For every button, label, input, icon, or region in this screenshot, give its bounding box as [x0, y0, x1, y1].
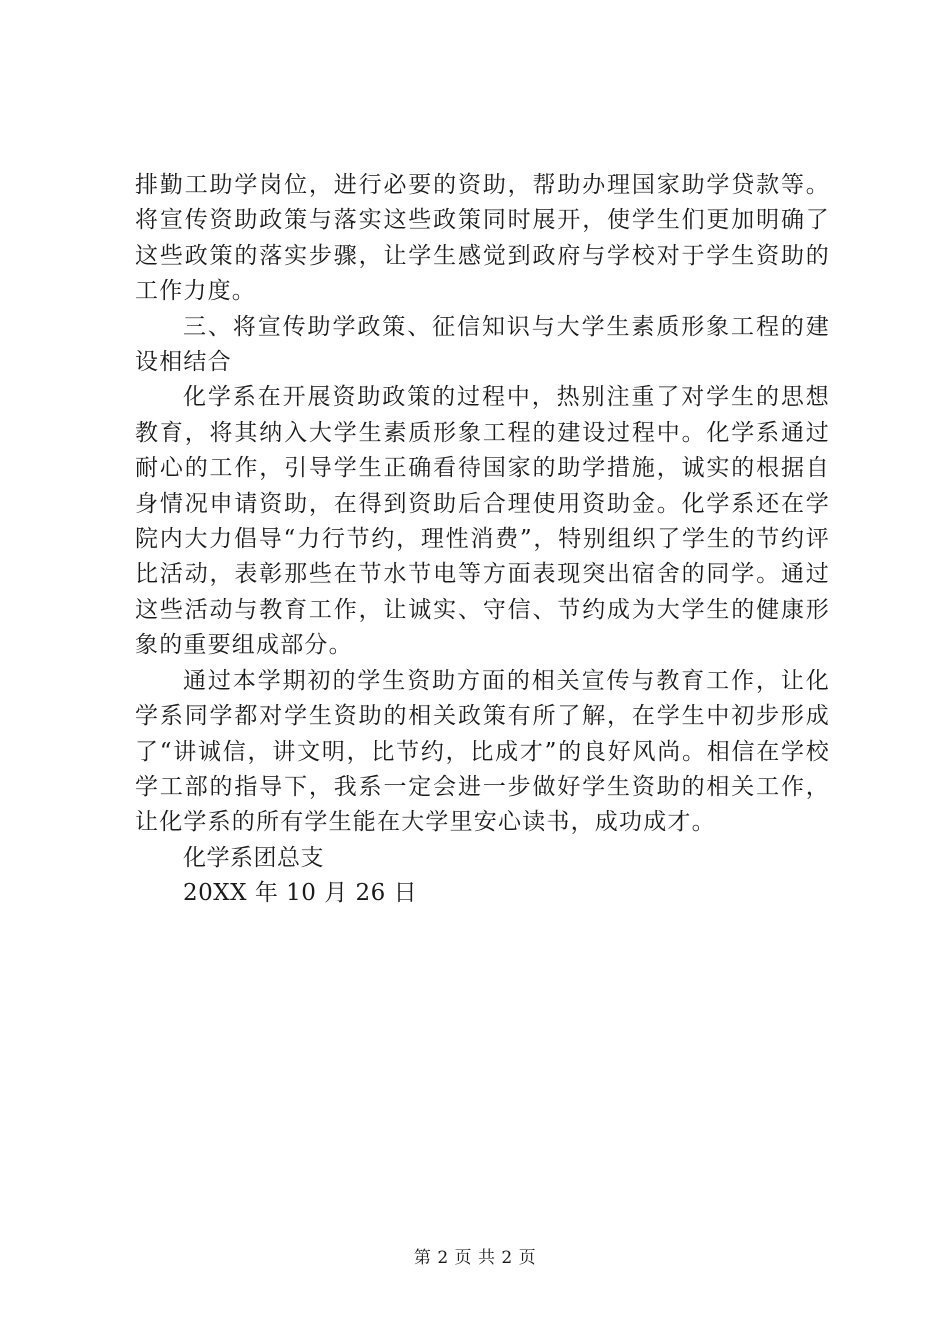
document-body: [135, 168, 830, 912]
date: 20XX 年 10 月 26 日: [183, 880, 418, 907]
paragraph-continuation: 排勤工助学岗位，进行必要的资助，帮助办理国家助学贷款等。将宣传资助政策与落实这些政策同时展开，使学生们更加明确了这些政策的落实步骤，让学生感觉到政府与学校对于学生资助的工作力度。: [135, 172, 830, 305]
paragraph: 化学系在开展资助政策的过程中，热别注重了对学生的思想教育，将其纳入大学生素质形象工程的建设过程中。化学系通过耐心的工作，引导学生正确看待国家的助学措施，诚实的根据自身情况申请资助，在得到资助后合理使用资助金。化学系还在学院内大力倡导“力行节约，理性消费”，特别组织了学生的节约评比活动，表彰那些在节水节电等方面表现突出宿舍的同学。通过这些活动与教育工作，让诚实、守信、节约成为大学生的健康形象的重要组成部分。: [135, 384, 830, 659]
paragraph: 通过本学期初的学生资助方面的相关宣传与教育工作，让化学系同学都对学生资助的相关政策有所了解，在学生中初步形成了“讲诚信，讲文明，比节约，比成才”的良好风尚。相信在学校学工部的指导下，我系一定会进一步做好学生资助的相关工作，让化学系的所有学生能在大学里安心读书，成功成才。: [135, 667, 830, 836]
section-heading: 三、将宣传助学政策、征信知识与大学生素质形象工程的建设相结合: [135, 313, 830, 376]
signature: 化学系团总支: [183, 844, 324, 871]
page-footer: 第 2 页 共 2 页: [413, 1248, 537, 1268]
